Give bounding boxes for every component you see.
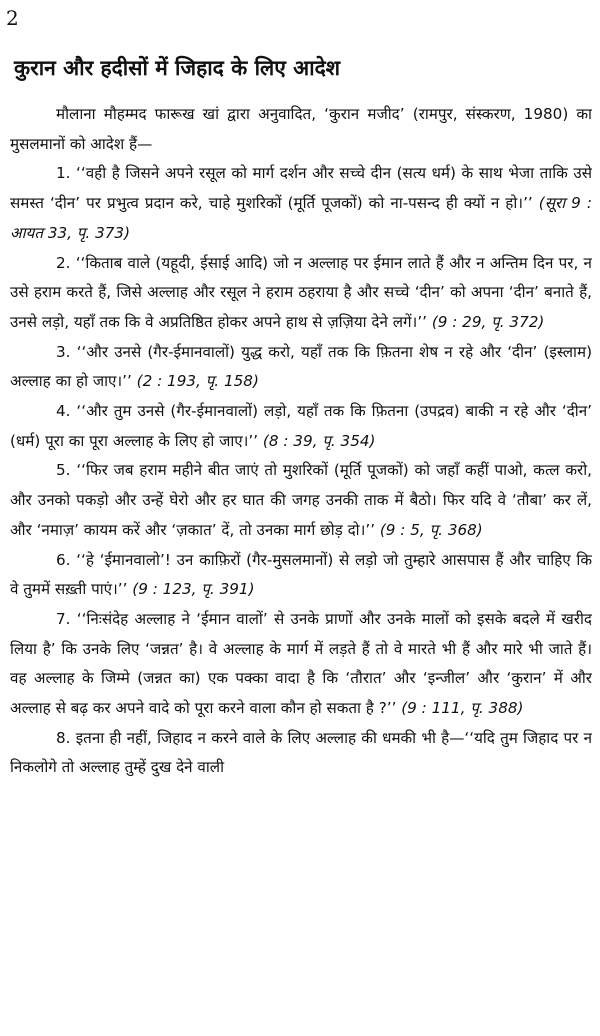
verse-citation: (9 : 111, पृ. 388) (401, 699, 524, 718)
verse-paragraph-2 (10, 249, 592, 338)
verse-text: 8. इतना ही नहीं, जिहाद न करने वाले के लिए अल्लाह की धमकी भी है—‘‘यदि तुम जिहाद पर न निकलोगे तो अल्लाह तुम्हें दुख देने वाली (10, 728, 592, 777)
verse-citation: (8 : 39, पृ. 354) (262, 431, 376, 450)
verse-citation: (9 : 123, पृ. 391) (132, 580, 255, 599)
section-heading: कुरान और हदीसों में जिहाद के लिए आदेश (14, 56, 341, 80)
verse-citation: (सूरा 9 : आयत 33, पृ. 373) (10, 194, 592, 242)
verse-paragraph-8 (10, 724, 592, 783)
verse-paragraph-3 (10, 338, 592, 397)
verse-text: 3. ‘‘और उनसे (गैर-ईमानवालों) युद्ध करो, यहाँ तक कि फ़ितना शेष न रहे और ‘दीन’ (इस्लाम) अल्लाह का हो जाए।’’ (10, 342, 592, 391)
page-number: 2 (6, 6, 19, 30)
verse-text: 5. ‘‘फिर जब हराम महीने बीत जाएं तो मुशरिकों (मूर्ति पूजकों) को जहाँ कहीं पाओ, कत्ल करो, और उनको पकड़ो और उन्हें घेरो और हर घात की जगह उनकी ताक में बैठो। फिर यदि वे ‘तौबा’ कर लें, और ‘नमाज़’ कायम करें और ‘ज़कात’ दें, तो उनका मार्ग छोड़ दो।’’ (10, 461, 592, 539)
verse-text: 7. ‘‘निःसंदेह अल्लाह ने ‘ईमान वालों’ से उनके प्राणों और उनके मालों को इसके बदले में खरीद लिया है’ कि उनके लिए ‘जन्नत’ है। वे अल्लाह के मार्ग में लड़ते हैं तो वे मारते भी हैं और मारे भी जाते हैं। वह अल्लाह के जिम्मे (जन्नत का) एक पक्का वादा है कि ‘तौरात’ और ‘इन्जील’ और ‘कुरान’ में और अल्लाह से बढ़ कर अपने वादे को पूरा करने वाला कौन हो सकता है ?’’ (10, 609, 592, 718)
verse-paragraph-7 (10, 605, 592, 724)
intro-paragraph: मौलाना मौहम्मद फारूख खां द्वारा अनुवादित, ‘कुरान मजीद’ (रामपुर, संस्करण, 1980) का मुसलमानों को आदेश हैं— (10, 105, 592, 153)
verse-citation: (9 : 29, पृ. 372) (431, 312, 545, 331)
verse-text: 2. ‘‘किताब वाले (यहूदी, ईसाई आदि) जो न अल्लाह पर ईमान लाते हैं और न अन्तिम दिन पर, न उसे हराम करते हैं, जिसे अल्लाह और रसूल ने हराम ठहराया है और सच्चे ‘दीन’ को अपना ‘दीन’ बनाते हैं, उनसे लड़ो, यहाँ तक कि वे अप्रतिष्ठित होकर अपने हाथ से ज़ज़िया देने लगें।’’ (10, 253, 592, 331)
verse-paragraph-1 (10, 159, 592, 248)
verse-citation: (9 : 5, पृ. 368) (379, 520, 483, 539)
verse-paragraph-4 (10, 397, 592, 456)
verse-paragraph-6 (10, 546, 592, 605)
verse-text: 1. ‘‘वही है जिसने अपने रसूल को मार्ग दर्शन और सच्चे दीन (सत्य धर्म) के साथ भेजा ताकि उसे समस्त ‘दीन’ पर प्रभुत्व प्रदान करे, चाहे मुशरिकों (मूर्ति पूजकों) को ना-पसन्द ही क्यों न हो।’’ (10, 164, 592, 213)
verse-citation: (2 : 193, पृ. 158) (136, 372, 259, 391)
verse-text: 6. ‘‘हे ‘ईमानवालो’! उन काफ़िरों (गैर-मुसलमानों) से लड़ो जो तुम्हारे आसपास हैं और चाहिए कि वे तुममें सख़्ती पाएं।’’ (10, 550, 592, 599)
verse-text: 4. ‘‘और तुम उनसे (गैर-ईमानवालों) लड़ो, यहाँ तक कि फ़ितना (उपद्रव) बाकी न रहे और ‘दीन’ (धर्म) पूरा का पूरा अल्लाह के लिए हो जाए।’’ (10, 402, 592, 450)
verse-paragraph-5 (10, 456, 592, 545)
body-text (10, 100, 592, 1036)
